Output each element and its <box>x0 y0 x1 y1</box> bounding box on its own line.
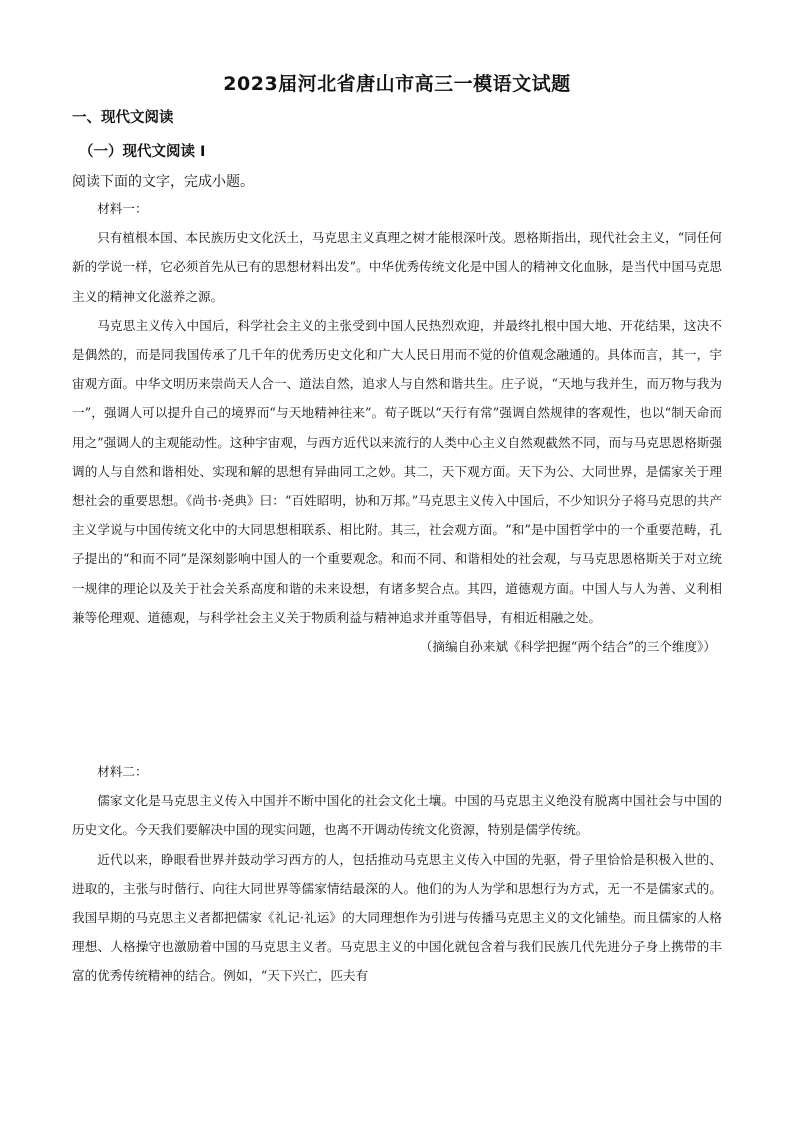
material-two-paragraph: 儒家文化是马克思主义传入中国并不断中国化的社会文化土壤。中国的马克思主义绝没有脱离中国社会与中国的历史文化。今天我们要解决中国的现实问题，也离不开调动传统文化资源，特别是儒学传统。 <box>72 793 722 838</box>
reading-instruction: 阅读下面的文字，完成小题。 <box>72 174 254 190</box>
material-two-label: 材料二： <box>97 764 148 779</box>
document-title: 2023届河北省唐山市高三一模语文试题 <box>223 73 571 95</box>
material-one-paragraph: 只有植根本国、本民族历史文化沃土，马克思主义真理之树才能根深叶茂。恩格斯指出，现代社会主义，“同任何新的学说一样，它必须首先从已有的思想材料出发”。中华优秀传统文化是中国人的精神文化血脉，是当代中国马克思主义的精神文化滋养之源。 <box>72 230 722 304</box>
material-two-paragraph: 近代以来，睁眼看世界并鼓动学习西方的人，包括推动马克思主义传入中国的先驱，骨子里恰恰是积极入世的、进取的，主张与时偕行、向往大同世界等儒家情结最深的人。他们的为人为学和思想行为方式，无一不是儒家式的。我国早期的马克思主义者都把儒家《礼记·礼运》的大同理想作为引进与传播马克思主义的文化铺垫。而且儒家的人格理想、人格操守也激励着中国的马克思主义者。马克思主义的中国化就包含着与我们民族几代先进分子身上携带的丰富的优秀传统精神的结合。例如，“天下兴亡，匹夫有 <box>72 851 722 984</box>
material-two-block <box>72 757 722 991</box>
material-one-paragraph: 马克思主义传入中国后，科学社会主义的主张受到中国人民热烈欢迎，并最终扎根中国大地、开花结果，这决不是偶然的，而是同我国传承了几千年的优秀历史文化和广大人民日用而不觉的价值观念融通的。具体而言，其一，宇宙观方面。中华文明历来崇尚天人合一、道法自然，追求人与自然和谐共生。庄子说，“天地与我并生，而万物与我为一”，强调人可以提升自己的境界而“与天地精神往来”。荀子既以“天行有常”强调自然规律的客观性，也以“制天命而用之”强调人的主观能动性。这种宇宙观，与西方近代以来流行的人类中心主义自然观截然不同，而与马克思恩格斯强调的人与自然和谐相处、实现和解的思想有异曲同工之妙。其二，天下观方面。天下为公、大同世界，是儒家关于理想社会的重要思想。《尚书·尧典》曰：“百姓昭明，协和万邦。”马克思主义传入中国后，不少知识分子将马克思的共产主义学说与中国传统文化中的大同思想相联系、相比附。其三，社会观方面。“和”是中国哲学中的一个重要范畴，孔子提出的“和而不同”是深刻影响中国人的一个重要观念。和而不同、和谐相处的社会观，与马克思恩格斯关于对立统一规律的理论以及关于社会关系高度和谐的未来设想，有诸多契合点。其四，道德观方面。中国人与人为善、义利相兼等伦理观、道德观，与科学社会主义关于物质利益与精神追求并重等倡导，有相近相融之处。 <box>72 317 722 625</box>
material-one-label: 材料一： <box>97 201 148 216</box>
material-one-source: （摘编自孙来斌《科学把握“两个结合”的三个维度》） <box>419 639 716 655</box>
section-heading: 一、现代文阅读 <box>72 110 174 126</box>
material-one-block <box>72 194 722 661</box>
sub-heading: （一）现代文阅读 I <box>79 144 206 160</box>
